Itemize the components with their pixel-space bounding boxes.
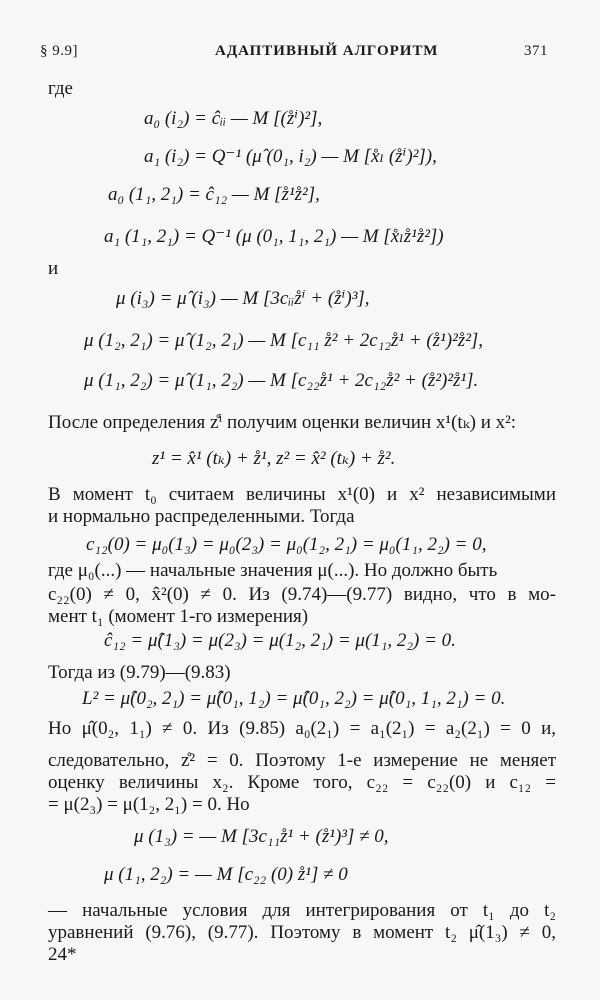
equation: a₁ (1₁, 2₁) = Q⁻¹ (μ (0₁, 1₁, 2₁) — M [x̊ₗz̊¹z̊²]) bbox=[104, 226, 444, 247]
equation: μ (1₁, 2₂) = μ̂ (1₁, 2₂) — M [c₂₂z̊¹ + 2c₁₂z̊² + (z̊²)²z̊¹]. bbox=[84, 370, 479, 391]
equation: a₁ (i₂) = Q⁻¹ (μ̂ (0₁, i₂) — M [x̊ₗ (z̊ⁱ)²]), bbox=[144, 146, 437, 167]
equation: z¹ = x̂¹ (tₖ) + z̊¹, z² = x̂² (tₖ) + z̊². bbox=[152, 448, 396, 469]
text-line: — начальные условия для интегрирования от t₁ до t₂ bbox=[48, 900, 556, 921]
text-line: где bbox=[48, 78, 73, 99]
text-line: и нормально распределенными. Тогда bbox=[48, 506, 355, 527]
header-title: АДАПТИВНЫЙ АЛГОРИТМ bbox=[215, 43, 439, 59]
equation: μ (1₁, 2₂) = — M [c₂₂ (0) z̊¹] ≠ 0 bbox=[104, 864, 348, 885]
printer-signature: 24* bbox=[48, 944, 77, 965]
text-line: мент t₁ (момент 1-го измерения) bbox=[48, 606, 309, 627]
header-section: § 9.9] bbox=[40, 43, 78, 59]
equation: ĉ₁₂ = μ̂(1₃) = μ(2₃) = μ(1₂, 2₁) = μ(1₁, 2₂) = 0. bbox=[104, 630, 456, 651]
equation: μ (1₂, 2₁) = μ̂ (1₂, 2₁) — M [c₁₁ z̊² + 2c₁₂z̊¹ + (z̊¹)²z̊²], bbox=[84, 330, 484, 351]
text-line: уравнений (9.76), (9.77). Поэтому в момент t₂ μ̂(1₃) ≠ 0, bbox=[48, 922, 556, 943]
text-line: Тогда из (9.79)—(9.83) bbox=[48, 662, 231, 683]
equation: μ (i₃) = μ̂ (i₃) — M [3cᵢᵢz̊ⁱ + (z̊ⁱ)³], bbox=[116, 288, 370, 309]
text-line: оценку величины x₂. Кроме того, c₂₂ = c₂₂(0) и c₁₂ = bbox=[48, 772, 556, 793]
text-line: Но μ̂(0₂, 1₁) ≠ 0. Из (9.85) a₀(2₁) = a₁(2₁) = a₂(2₁) = 0 и, bbox=[48, 718, 556, 739]
text-line: В момент t₀ считаем величины x¹(0) и x² независимыми bbox=[48, 484, 556, 505]
text-line: c₂₂(0) ≠ 0, x̂²(0) ≠ 0. Из (9.74)—(9.77) видно, что в мо- bbox=[48, 584, 556, 605]
text-line: где μ₀(...) — начальные значения μ(...). Но должно быть bbox=[48, 560, 498, 581]
equation: a₀ (i₂) = ĉᵢᵢ — M [(z̊ⁱ)²], bbox=[144, 108, 323, 129]
text-line: и bbox=[48, 258, 59, 279]
text-line: = μ(2₃) = μ(1₂, 2₁) = 0. Но bbox=[48, 794, 250, 815]
equation: L² = μ̂(0₂, 2₁) = μ̂(0₁, 1₂) = μ̂(0₁, 2₂) = μ̂(0₁, 1₁, 2₁) = 0. bbox=[82, 688, 506, 709]
equation: μ (1₃) = — M [3c₁₁z̊¹ + (z̊¹)³] ≠ 0, bbox=[134, 826, 389, 847]
header-page-number: 371 bbox=[524, 43, 548, 59]
equation: a₀ (1₁, 2₁) = ĉ₁₂ — M [z̊¹z̊²], bbox=[108, 184, 320, 205]
text-line: следовательно, z̊² = 0. Поэтому 1-е измерение не меняет bbox=[48, 750, 556, 771]
equation: c₁₂(0) = μ₀(1₃) = μ₀(2₃) = μ₀(1₂, 2₁) = μ₀(1₁, 2₂) = 0, bbox=[86, 534, 487, 555]
text-line: После определения z̊ⁱ получим оценки величин x¹(tₖ) и x²: bbox=[48, 412, 517, 433]
